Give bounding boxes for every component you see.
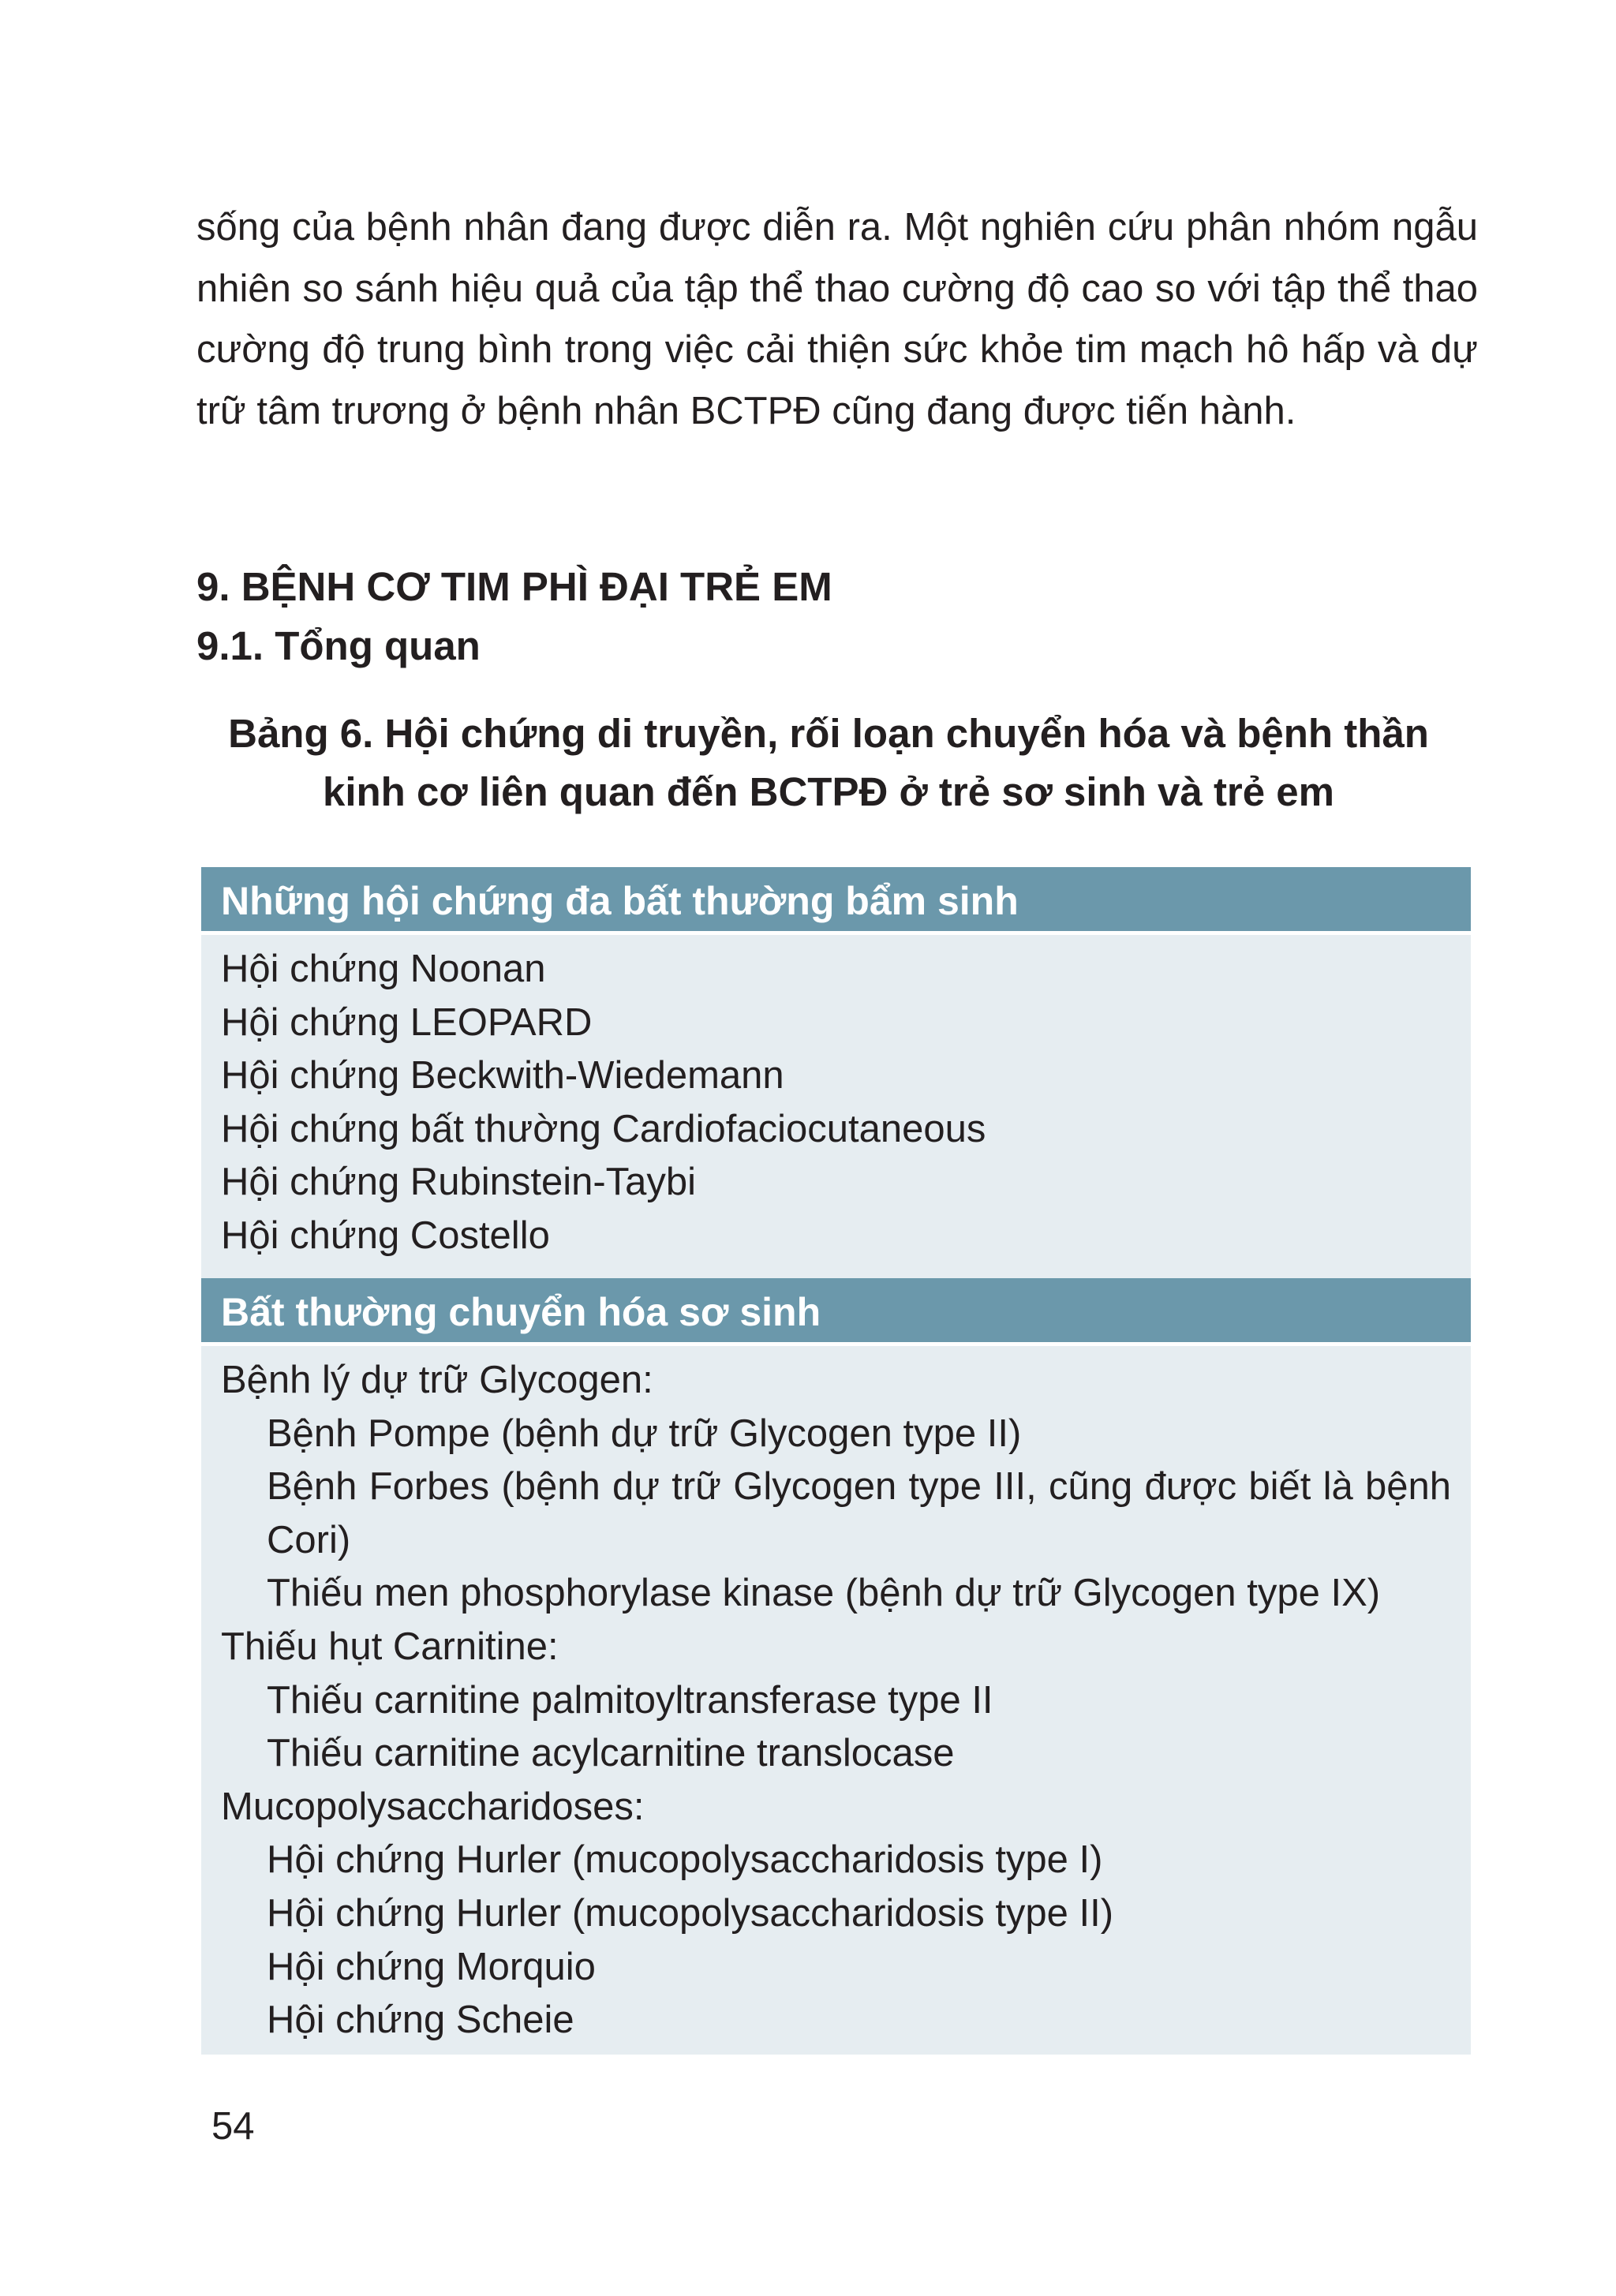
table-caption-line-1: Bảng 6. Hội chứng di truyền, rối loạn chuyển hóa và bệnh thần bbox=[228, 711, 1429, 756]
section-heading: 9. BỆNH CƠ TIM PHÌ ĐẠI TRẺ EM bbox=[196, 564, 832, 609]
list-item: Hội chứng Rubinstein-Taybi bbox=[221, 1161, 697, 1204]
list-item: Hội chứng Noonan bbox=[221, 948, 546, 990]
list-item: Hội chứng Beckwith-Wiedemann bbox=[221, 1054, 784, 1098]
list-item: Hội chứng Hurler (mucopolysaccharidosis type I) bbox=[267, 1838, 1103, 1882]
list-group-label: Mucopolysaccharidoses: bbox=[221, 1785, 645, 1828]
list-item: Hội chứng Hurler (mucopolysaccharidosis type II) bbox=[267, 1891, 1114, 1935]
list-group-label: Thiếu hụt Carnitine: bbox=[221, 1625, 559, 1668]
list-item: Hội chứng Scheie bbox=[267, 1999, 574, 2042]
list-item: Thiếu carnitine palmitoyltransferase type II bbox=[267, 1678, 993, 1722]
list-group-label: Bệnh lý dự trữ Glycogen: bbox=[221, 1359, 653, 1401]
list-item: Hội chứng Costello bbox=[221, 1213, 550, 1257]
list-item: Hội chứng Morquio bbox=[267, 1945, 596, 1988]
list-item: Hội chứng bất thường Cardiofaciocutaneous bbox=[221, 1107, 986, 1150]
list-item: Thiếu men phosphorylase kinase (bệnh dự trữ Glycogen type IX) bbox=[267, 1572, 1381, 1615]
list-item: Bệnh Pompe (bệnh dự trữ Glycogen type II) bbox=[267, 1412, 1022, 1455]
list-item: Thiếu carnitine acylcarnitine translocase bbox=[267, 1732, 955, 1775]
list-item: Bệnh Forbes (bệnh dự trữ Glycogen type III, cũng được biết là bệnh Cori) bbox=[267, 1465, 1451, 1561]
table-caption-line-2: kinh cơ liên quan đến BCTPĐ ở trẻ sơ sinh và trẻ em bbox=[322, 769, 1335, 814]
subsection-heading: 9.1. Tổng quan bbox=[196, 623, 481, 668]
table-section-body-congenital bbox=[201, 935, 1471, 1278]
syndrome-table bbox=[201, 867, 1471, 2055]
table-section-header-congenital: Những hội chứng đa bất thường bẩm sinh bbox=[201, 867, 1471, 935]
table-section-body-metabolic bbox=[201, 1346, 1471, 2055]
table-section-header-metabolic: Bất thường chuyển hóa sơ sinh bbox=[201, 1278, 1471, 1346]
table-caption bbox=[181, 705, 1476, 821]
intro-paragraph: sống của bệnh nhân đang được diễn ra. Một nghiên cứu phân nhóm ngẫu nhiên so sánh hiệu quả của tập thể thao cường độ cao so với tập thể thao cường độ trung bình trong việc cải thiện sức khỏe tim mạch hô hấp và dự trữ tâm trương ở bệnh nhân BCTPĐ cũng đang được tiến hành. bbox=[196, 206, 1478, 432]
page-number: 54 bbox=[211, 2105, 255, 2148]
list-item: Hội chứng LEOPARD bbox=[221, 1000, 593, 1044]
